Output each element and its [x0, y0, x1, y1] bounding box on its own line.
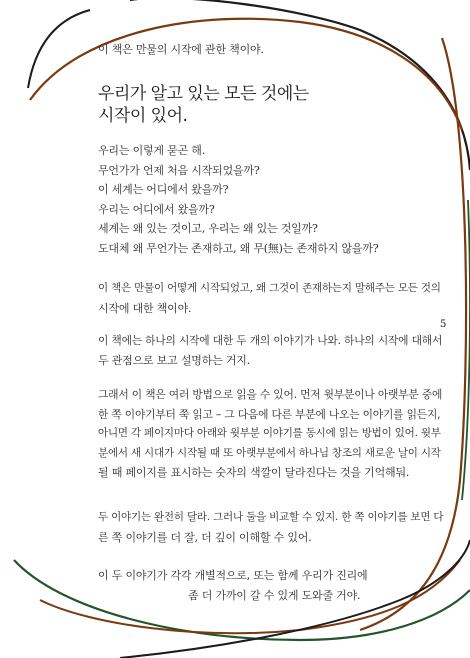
closing-paragraph — [98, 566, 438, 605]
paragraph-line: 그래서 이 책은 여러 방법으로 읽을 수 있어. 먼저 윗부분이나 아랫부분 중에 — [98, 388, 443, 401]
question-line: 이 세계는 어디에서 왔을까? — [98, 183, 229, 196]
intro-text — [98, 40, 438, 60]
paragraph-line: 이 책에는 하나의 시작에 대한 두 개의 이야기가 나와. 하나의 시작에 대해서 — [98, 334, 443, 347]
page-title — [98, 83, 418, 127]
paragraph-line: 아니면 각 페이지마다 아래와 윗부분 이야기를 동시에 읽는 방법이 있어. 윗부 — [98, 427, 441, 439]
paragraph-line: 한 쪽 이야기부터 쭉 읽고 – 그 다음에 다른 부분에 나오는 이야기를 읽든지, — [98, 407, 441, 421]
paragraph-line: 시작에 대한 책이야. — [98, 301, 192, 315]
title-line-1: 우리가 알고 있는 모든 것에는 — [98, 84, 309, 104]
question-line: 우리는 어디에서 왔을까? — [98, 202, 215, 216]
paragraph-line: 이 책은 만물이 어떻게 시작되었고, 왜 그것이 존재하는지 말해주는 모든 것의 — [98, 282, 441, 294]
paragraph-line: 두 관점으로 보고 설명하는 거지. — [98, 353, 251, 367]
paragraph-1 — [98, 279, 441, 318]
paragraph-3 — [98, 385, 443, 483]
question-line: 세계는 왜 있는 것이고, 우리는 왜 있는 것일까? — [98, 222, 318, 235]
curve-dark-left — [28, 10, 90, 88]
title-line-2: 시작이 있어. — [98, 106, 188, 126]
paragraph-line: 될 때 페이지를 표시하는 숫자의 색깔이 달라진다는 것을 기억해둬. — [98, 466, 410, 479]
question-line: 도대체 왜 무언가는 존재하고, 왜 무(無)는 존재하지 않을까? — [98, 241, 379, 255]
paragraph-4 — [98, 508, 444, 547]
question-line: 무언가가 언제 처음 시작되었을까? — [98, 163, 260, 177]
closing-line: 좀 더 가까이 갈 수 있게 도와줄 거야. — [188, 588, 361, 602]
question-line: 우리는 이렇게 묻곤 해. — [98, 144, 206, 157]
page-number: 5 — [440, 319, 447, 330]
paragraph-line: 른 쪽 이야기를 더 잘, 더 깊이 이해할 수 있어. — [98, 530, 312, 544]
closing-line: 이 두 이야기가 각각 개별적으로, 또는 함께 우리가 진리에 — [98, 569, 368, 582]
curve-green-right — [462, 200, 470, 500]
paragraph-line: 분에서 새 시대가 시작될 때 또 아랫부분에서 하나님 창조의 새로운 날이 시작 — [98, 446, 441, 459]
intro-line: 이 책은 만물의 시작에 관한 책이야. — [98, 43, 264, 56]
paragraph-line: 두 이야기는 완전히 달라. 그러나 둘을 비교할 수 있지. 한 쪽 이야기를 보면 다 — [98, 511, 444, 523]
paragraph-2 — [98, 331, 443, 370]
questions-block — [98, 141, 438, 258]
